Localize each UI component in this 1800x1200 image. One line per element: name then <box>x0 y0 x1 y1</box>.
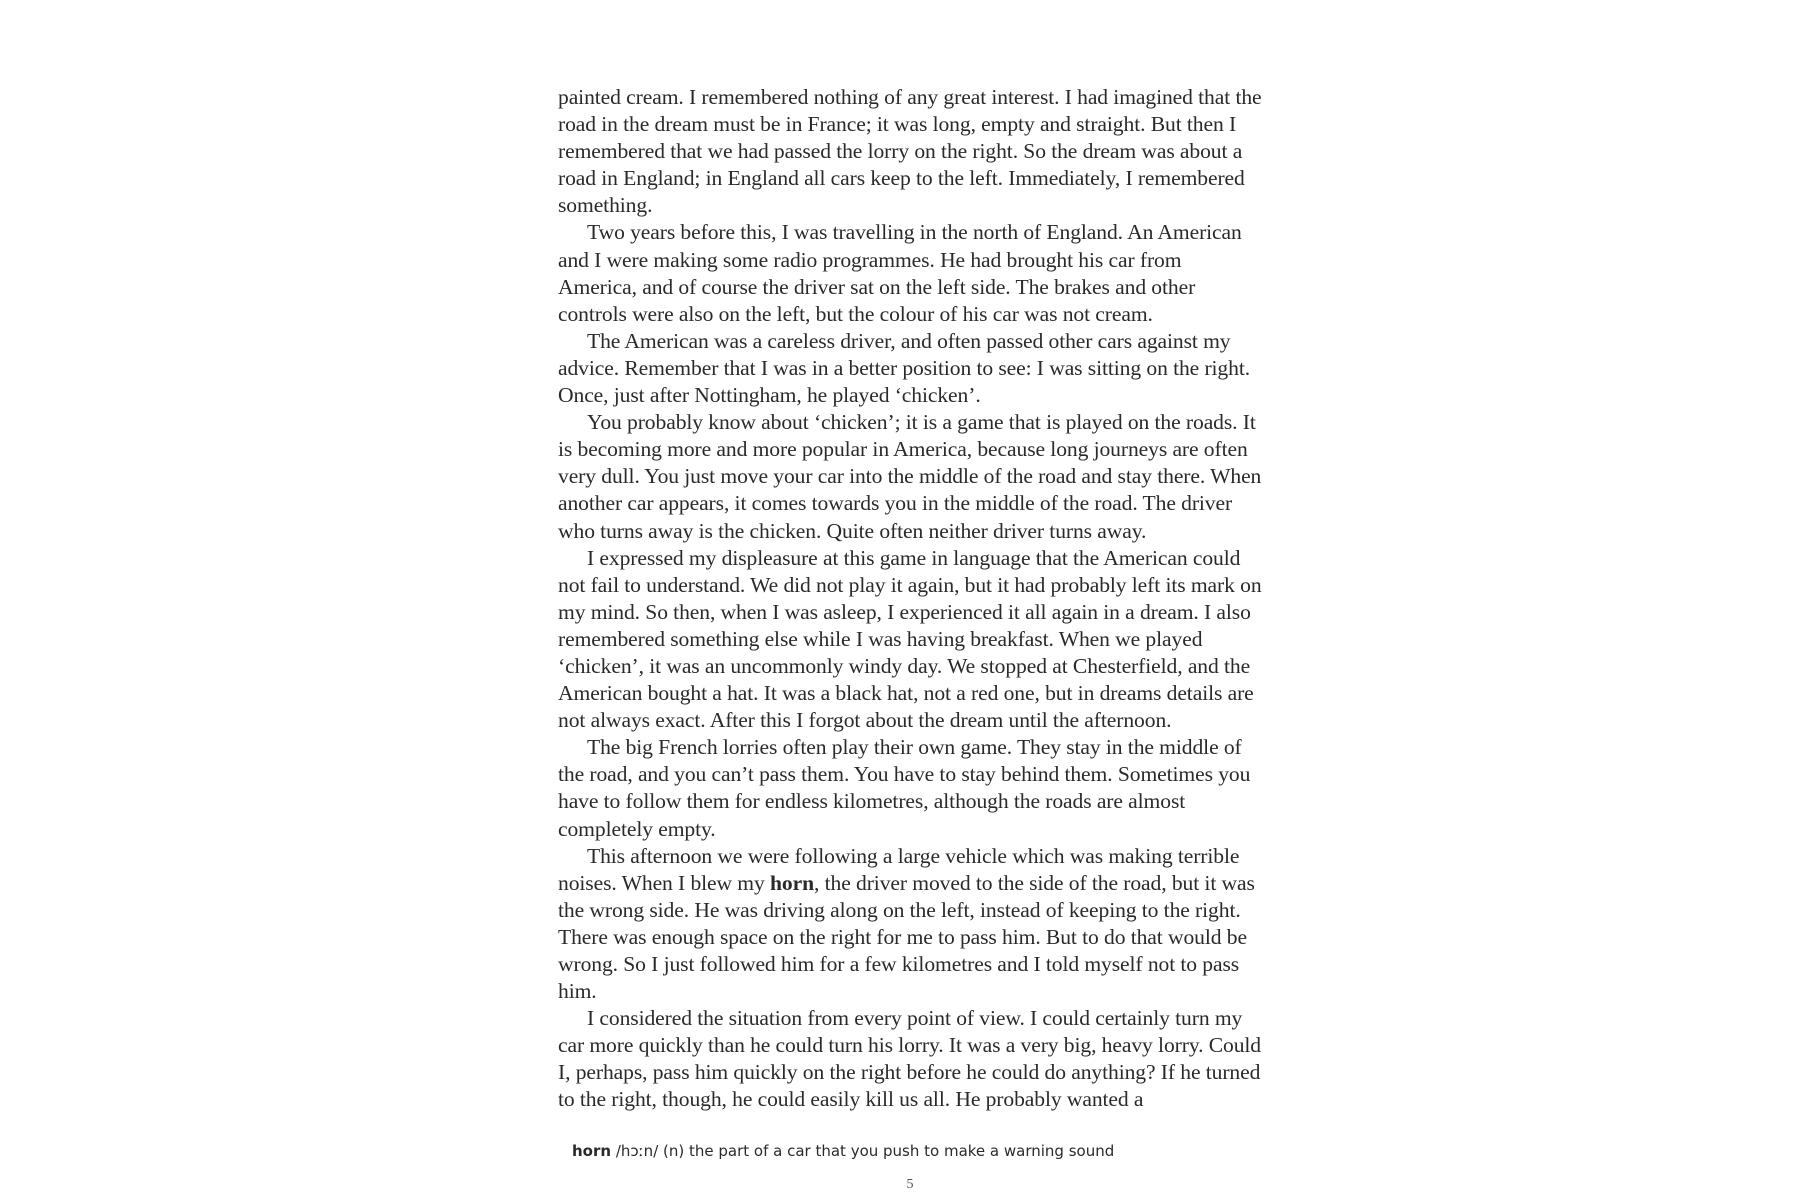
footnote-pronunciation: /hɔːn/ <box>611 1142 664 1160</box>
glossary-footnote <box>572 1141 1272 1161</box>
footnote-term: horn <box>572 1142 612 1160</box>
paragraph-8: I considered the situation from every point of view. I could certainly turn my car more quickly than he could turn his lorry. It was a very big, heavy lorry. Could I, perhaps, pass him quickly on the right before he could do anything? If he turned to the right, though, he could easily kill us all. He probably wanted a <box>558 1006 1262 1112</box>
paragraph-7-text-after: , the driver moved to the side of the road, but it was the wrong side. He was driving along on the left, instead of keeping to the right. There was enough space on the right for me to pass him. But to do that would be wrong. So I just followed him for a few kilometres and I told myself not to pass him. <box>558 870 1255 1004</box>
footnote-definition: (n) the part of a car that you push to make a warning sound <box>663 1142 1115 1160</box>
paragraph-1: painted cream. I remembered nothing of any great interest. I had imagined that the road in the dream must be in France; it was long, empty and straight. But then I remembered that we had passed the lorry on the right. So the dream was about a road in England; in England all cars keep to the left. Immediately, I remembered something. <box>558 85 1262 218</box>
paragraph-7-text-before: This afternoon we were following a large vehicle which was making terrible noises. When I blew my <box>558 843 1240 895</box>
paragraph-6: The big French lorries often play their own game. They stay in the middle of the road, and you can’t pass them. You have to stay behind them. Sometimes you have to follow them for endless kilometres, although the roads are almost completely empty. <box>558 735 1251 841</box>
paragraph-5: I expressed my displeasure at this game in language that the American could not fail to understand. We did not play it again, but it had probably left its mark on my mind. So then, when I was asleep, I experienced it all again in a dream. I also remembered something else while I was having breakfast. When we played ‘chicken’, it was an uncommonly windy day. We stopped at Chesterfield, and the American bought a hat. It was a black hat, not a red one, but in dreams details are not always exact. After this I forgot about the dream until the afternoon. <box>558 545 1262 733</box>
body-text <box>558 84 1262 1114</box>
paragraph-4: You probably know about ‘chicken’; it is a game that is played on the roads. It is becoming more and more popular in America, because long journeys are often very dull. You just move your car into the middle of the road and stay there. When another car appears, it comes towards you in the middle of the road. The driver who turns away is the chicken. Quite often neither driver turns away. <box>558 410 1262 543</box>
paragraph-7 <box>558 843 1262 1006</box>
glossary-term-horn: horn <box>770 870 815 895</box>
paragraph-2: Two years before this, I was travelling in the north of England. An American and I were making some radio programmes. He had brought his car from America, and of course the driver sat on the left side. The brakes and other controls were also on the left, but the colour of his car was not cream. <box>558 220 1242 326</box>
paragraph-3: The American was a careless driver, and often passed other cars against my advice. Remember that I was in a better position to see: I was sitting on the right. Once, just after Nottingham, he played ‘chicken’. <box>558 328 1251 408</box>
page-number: 5 <box>906 1177 914 1192</box>
